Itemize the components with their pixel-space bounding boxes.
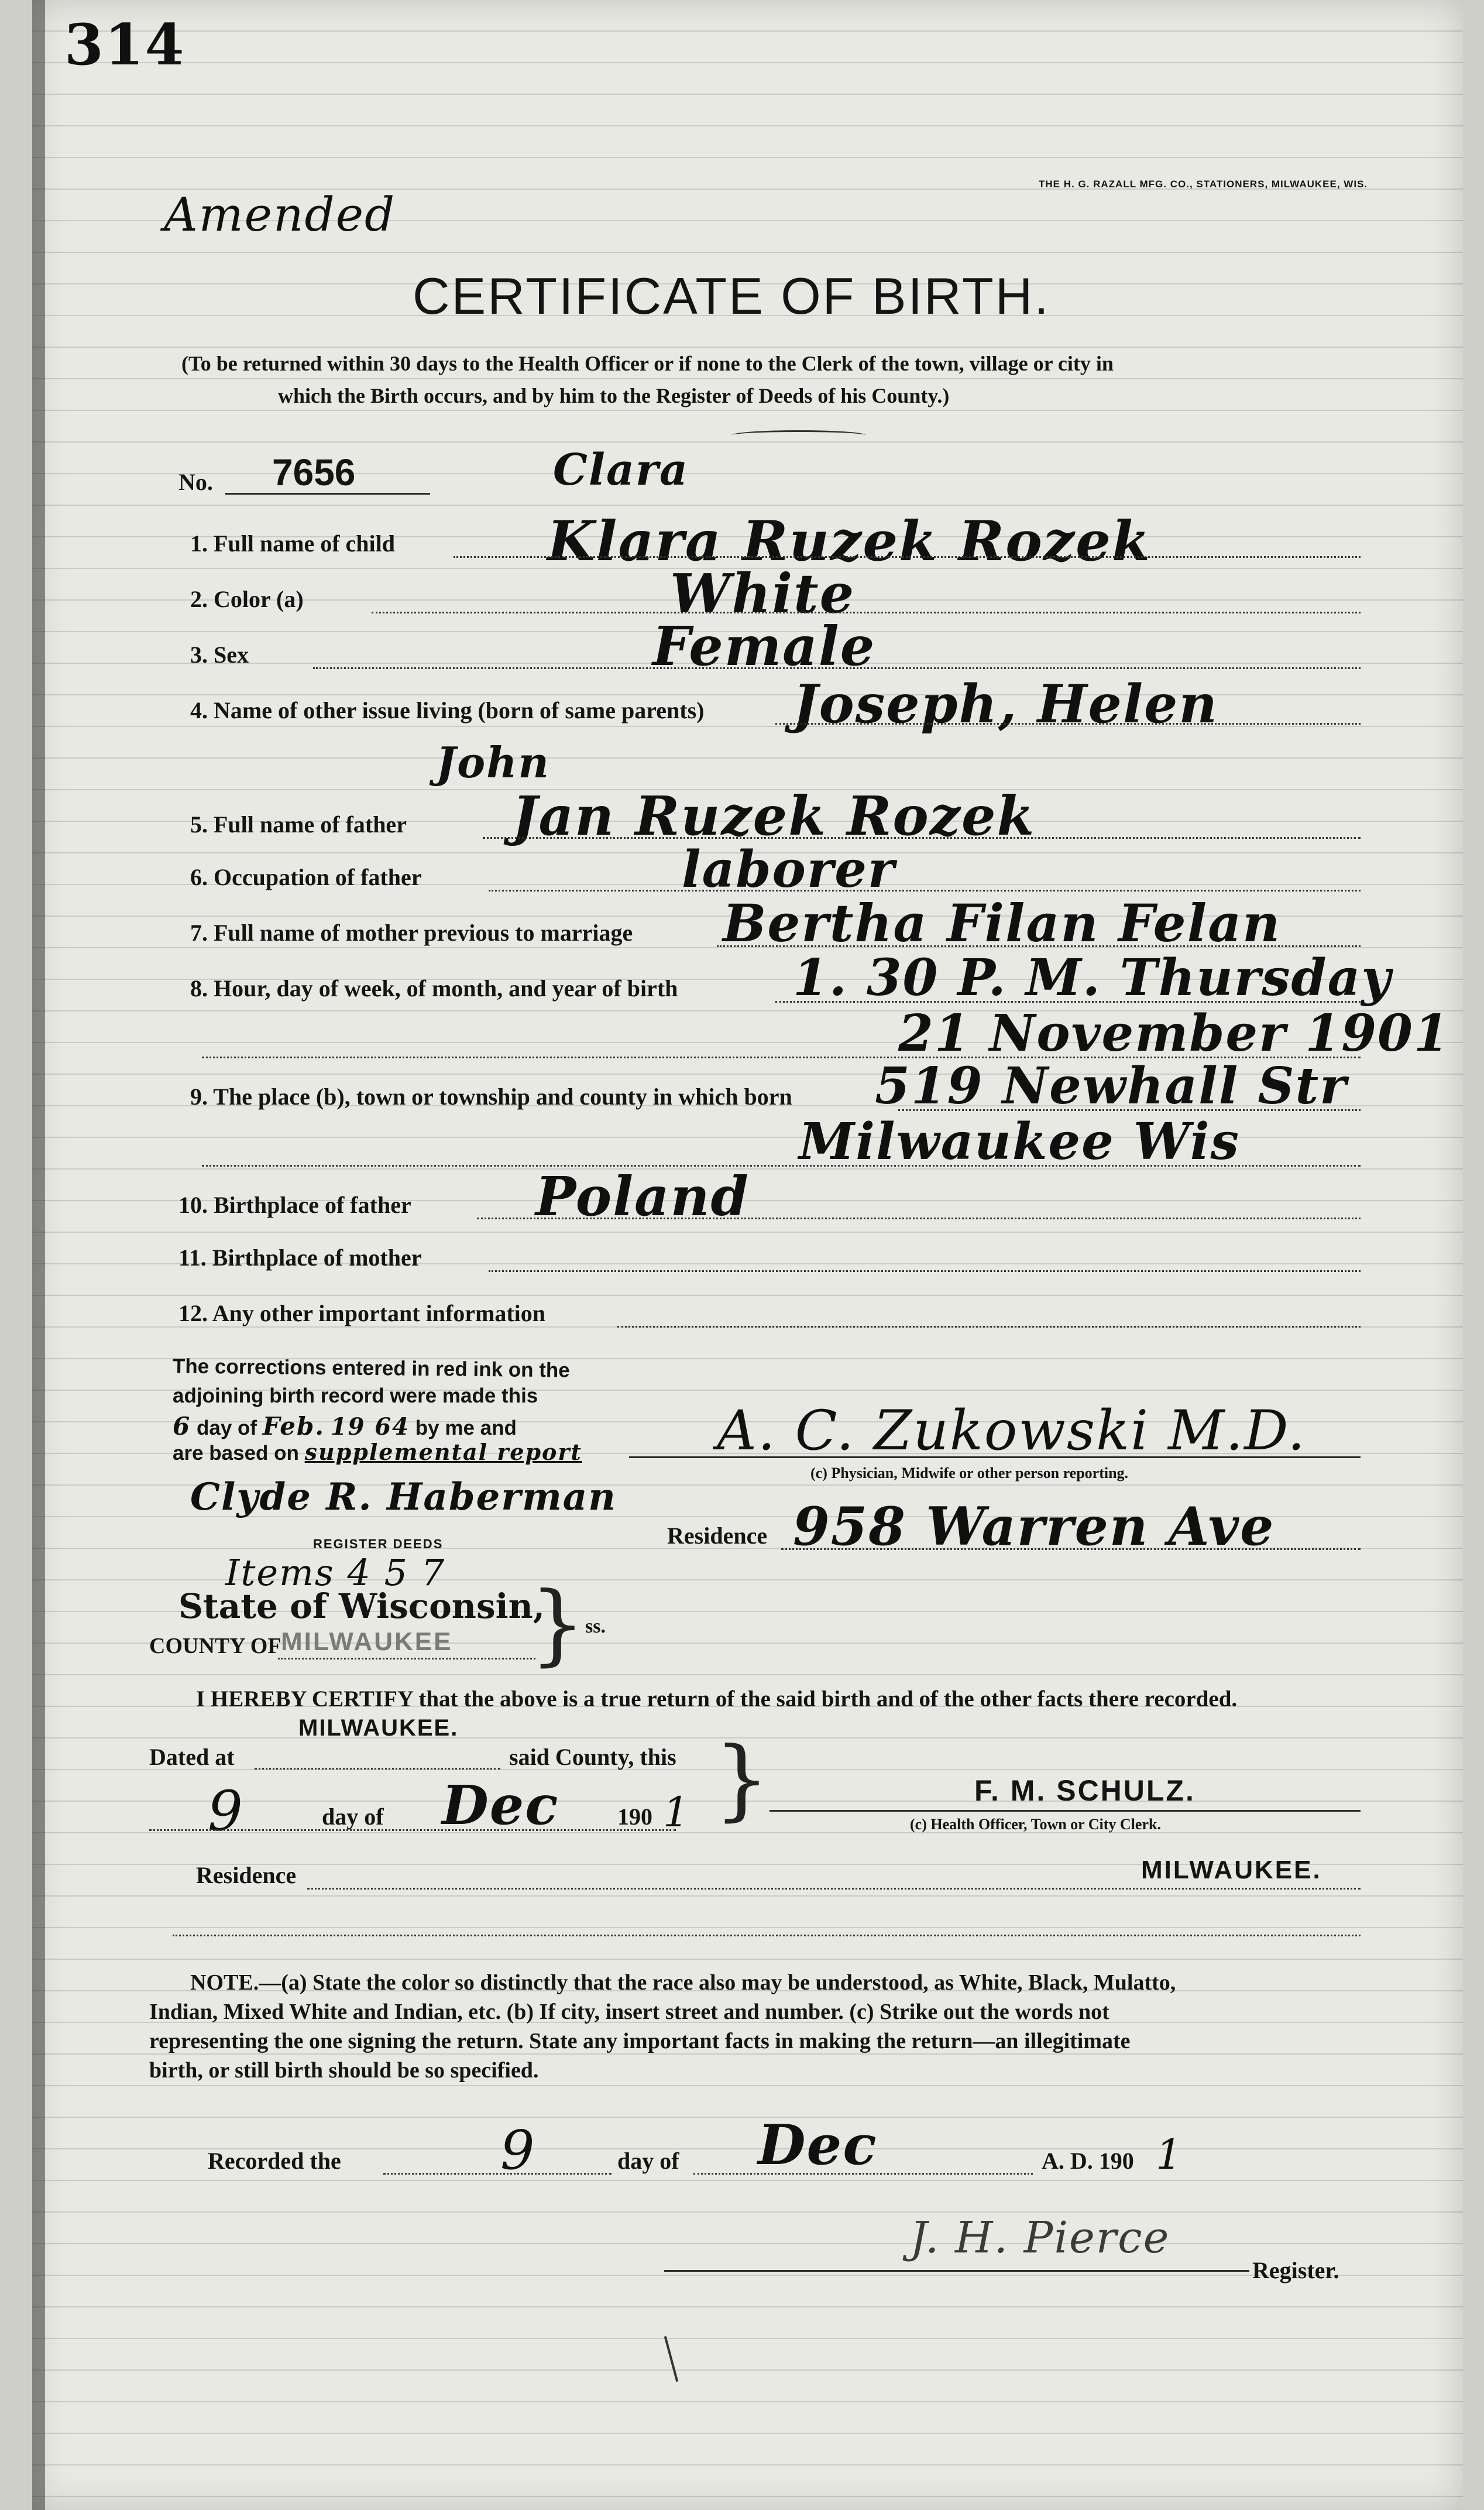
officer-residence-value: MILWAUKEE. xyxy=(1141,1856,1322,1884)
father-name-correction: John xyxy=(436,738,550,787)
health-officer-name: F. M. SCHULZ. xyxy=(974,1774,1196,1807)
color-label: 2. Color (a) xyxy=(190,586,304,612)
dated-day-of: day of xyxy=(322,1803,384,1830)
certify-statement: I HEREBY CERTIFY that the above is a true return of the said birth and of the other facts there recorded. xyxy=(196,1686,1238,1712)
printer-imprint: THE H. G. RAZALL MFG. CO., STATIONERS, MILWAUKEE, WIS. xyxy=(1039,179,1368,190)
sex-value: Female xyxy=(652,615,876,678)
dated-month: Dec xyxy=(442,1774,559,1837)
health-officer-caption: (c) Health Officer, Town or City Clerk. xyxy=(910,1816,1161,1833)
stamp-day: 6 xyxy=(173,1412,191,1441)
recorded-label: Recorded the xyxy=(208,2148,341,2174)
dated-day: 9 xyxy=(208,1779,244,1843)
amended-note: Amended xyxy=(164,187,396,242)
page-number: 314 xyxy=(64,12,186,78)
father-name-label: 5. Full name of father xyxy=(190,811,407,838)
ornament-divider xyxy=(731,430,866,440)
register-signature: J. H. Pierce xyxy=(910,2213,1170,2263)
father-name-value: Jan Ruzek Rozek xyxy=(512,784,1036,848)
venue-county-label: COUNTY OF xyxy=(149,1634,281,1658)
father-occupation-label: 6. Occupation of father xyxy=(190,864,422,890)
recorded-day-of: day of xyxy=(617,2148,679,2174)
stamp-line-4 xyxy=(173,1439,582,1465)
venue-state: State of Wisconsin, xyxy=(178,1586,545,1626)
ink-mark xyxy=(664,2336,679,2382)
child-name-value: Klara Ruzek Rozek xyxy=(547,509,1152,574)
dated-county-text: said County, this xyxy=(509,1744,676,1770)
stamp-based-on: are based on xyxy=(173,1442,299,1465)
note-line-2: Indian, Mixed White and Indian, etc. (b) If city, insert street and number. (c) Strike out the words not xyxy=(149,2000,1109,2024)
dated-year-prefix: 190 xyxy=(617,1803,652,1830)
birth-time-label: 8. Hour, day of week, of month, and year of birth xyxy=(190,975,678,1002)
birth-place-value-2: Milwaukee Wis xyxy=(799,1112,1240,1171)
stamp-office: REGISTER DEEDS xyxy=(313,1537,444,1551)
officer-residence-label: Residence xyxy=(196,1862,297,1888)
venue-brace: } xyxy=(530,1573,586,1675)
stamp-line-3 xyxy=(173,1412,517,1441)
recorded-month: Dec xyxy=(758,2113,878,2178)
recorded-ad: A. D. 190 xyxy=(1042,2148,1134,2174)
dated-year-suffix: 1 xyxy=(663,1788,691,1836)
mother-birthplace-label: 11. Birthplace of mother xyxy=(178,1244,422,1271)
certificate-title: CERTIFICATE OF BIRTH. xyxy=(413,267,1050,325)
child-name-label: 1. Full name of child xyxy=(190,530,396,557)
mother-name-value: Bertha Filan Felan xyxy=(723,893,1282,954)
venue-ss: ss. xyxy=(585,1616,606,1637)
instructions-line-2: which the Birth occurs, and by him to the Register of Deeds of his County.) xyxy=(278,384,950,407)
stamp-line-1: The corrections entered in red ink on the xyxy=(172,1355,570,1382)
instructions-line-1: (To be returned within 30 days to the Health Officer or if none to the Clerk of the town, village or city in xyxy=(181,352,1114,375)
other-issue-value: Joseph, Helen xyxy=(793,673,1218,735)
birth-place-label: 9. The place (b), town or township and county in which born xyxy=(190,1083,792,1110)
father-birthplace-value: Poland xyxy=(535,1165,750,1228)
birth-time-value-1: 1. 30 P. M. Thursday xyxy=(793,948,1392,1007)
note-line-4: birth, or still birth should be so specified. xyxy=(149,2058,539,2083)
register-label: Register. xyxy=(1252,2257,1339,2283)
note-line-1: NOTE.—(a) State the color so distinctly that the race also may be understood, as White, Black, Mulatto, xyxy=(190,1970,1176,1995)
color-value: White xyxy=(670,562,856,625)
certificate-number: 7656 xyxy=(272,451,356,493)
sex-label: 3. Sex xyxy=(190,642,249,668)
stamp-basis: supplemental report xyxy=(304,1439,582,1465)
certificate-page xyxy=(32,0,1463,2510)
birth-place-value-1: 519 Newhall Str xyxy=(875,1057,1348,1116)
venue-county-value: MILWAUKEE xyxy=(281,1627,453,1656)
dated-place: MILWAUKEE. xyxy=(298,1715,459,1741)
birth-time-value-2: 21 November 1901 xyxy=(898,1004,1450,1063)
number-label: No. xyxy=(178,469,213,495)
physician-caption: (c) Physician, Midwife or other person reporting. xyxy=(810,1465,1129,1482)
physician-residence-value: 958 Warren Ave xyxy=(793,1496,1275,1558)
stamp-month: Feb. xyxy=(262,1412,325,1441)
stamp-line-2: adjoining birth record were made this xyxy=(173,1384,538,1407)
dated-label: Dated at xyxy=(149,1744,235,1770)
physician-signature: A. C. Zukowski M.D. xyxy=(717,1399,1307,1463)
mother-name-label: 7. Full name of mother previous to marriage xyxy=(190,920,633,946)
other-info-label: 12. Any other important information xyxy=(178,1300,546,1326)
father-occupation-value: laborer xyxy=(682,840,896,899)
stamp-year: 19 64 xyxy=(330,1413,410,1441)
stamp-day-of: day of xyxy=(196,1417,257,1439)
physician-residence-label: Residence xyxy=(667,1523,768,1549)
recorded-year-suffix: 1 xyxy=(1156,2131,1183,2179)
stamp-items: Items 4 5 7 xyxy=(225,1551,446,1594)
recorded-day: 9 xyxy=(500,2119,536,2182)
dated-brace: } xyxy=(714,1729,770,1830)
stamp-signature: Clyde R. Haberman xyxy=(190,1475,617,1519)
stamp-by-me: by me and xyxy=(415,1417,517,1439)
child-name-correction: Clara xyxy=(553,445,689,495)
note-line-3: representing the one signing the return. State any important facts in making the return—an illegitimate xyxy=(149,2029,1131,2053)
other-issue-label: 4. Name of other issue living (born of same parents) xyxy=(190,697,705,723)
father-birthplace-label: 10. Birthplace of father xyxy=(178,1192,411,1218)
